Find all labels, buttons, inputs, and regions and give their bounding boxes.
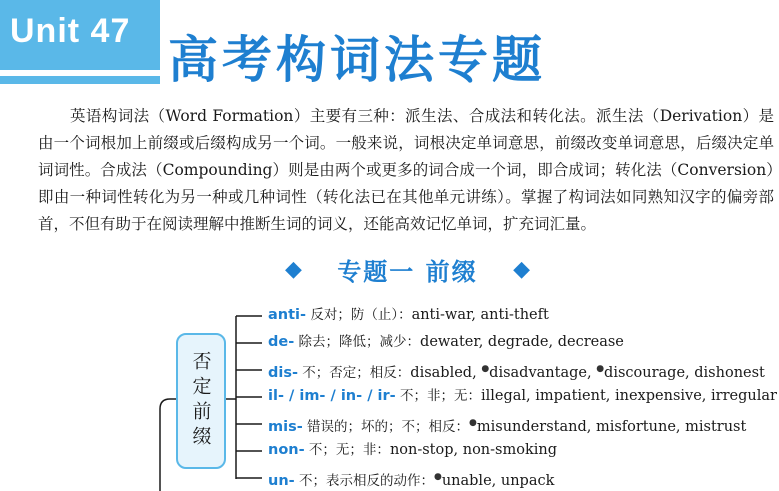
prefix-examples: illegal, impatient, inexpensive, irregular — [480, 388, 777, 404]
prefix-meaning: 除去；降低；减少： — [294, 334, 421, 350]
prefix-examples: non-stop, non-smoking — [389, 442, 558, 458]
prefix-meaning: 不；非；无： — [395, 388, 481, 404]
prefix-term: un- — [268, 472, 295, 489]
prefix-term: non- — [268, 442, 305, 458]
prefix-term: il- / im- / in- / ir- — [268, 388, 396, 404]
prefix-examples: disabled, — [410, 364, 482, 381]
prefix-row — [268, 467, 554, 487]
marker-dot-icon: ● — [481, 364, 490, 374]
prefix-term: dis- — [268, 364, 298, 381]
prefix-examples-tail: dishonest — [694, 364, 765, 381]
prefix-examples: dewater, degrade, decrease — [420, 334, 624, 350]
unit-label: Unit 47 — [10, 12, 131, 50]
intro-paragraph: 英语构词法（Word Formation）主要有三种：派生法、合成法和转化法。派生法（Derivation）是由一个词根加上前缀或后缀构成另一个词。一般来说，词根决定单词意思，前缀改变单词意思，后缀决定单词词性。合成法（Compounding）则是由两个或更多的词合成一个词，即合成词；转化法（Conversion）即由一种词性转化为另一种或几种词性（转化法已在其他单元讲练）。掌握了构词法如同熟知汉字的偏旁部首，不但有助于在阅读理解中推断生词的词义，还能高效记忆单词，扩充词汇量。 — [38, 107, 774, 233]
diamond-right-icon: ◆ — [513, 256, 530, 282]
marker-dot-icon: ● — [433, 472, 442, 482]
category-box — [176, 333, 226, 469]
prefix-row — [268, 413, 746, 433]
tree-trunk-line — [160, 399, 176, 491]
marked-example: unable, — [441, 472, 501, 489]
marker-dot-icon: ● — [469, 418, 477, 428]
category-label: 否定前缀 — [189, 351, 212, 451]
prefix-row — [268, 440, 557, 460]
marked-example: disadvantage, — [489, 364, 597, 381]
prefix-examples-tail: unpack — [500, 472, 555, 489]
marked-example: misunderstand, — [476, 418, 596, 435]
prefix-meaning: 不；无；非： — [304, 442, 390, 458]
prefix-row — [268, 386, 777, 406]
prefix-meaning: 错误的；坏的；不；相反： — [302, 418, 470, 435]
section-title: 专题一 前缀 — [337, 257, 478, 286]
prefix-meaning: 不；表示相反的动作： — [294, 472, 434, 489]
prefix-examples: anti-war, anti-theft — [411, 307, 549, 323]
prefix-examples-tail: misfortune, mistrust — [595, 418, 747, 435]
prefix-row — [268, 359, 765, 379]
page-title: 高考构词法专题 — [168, 31, 546, 89]
marked-example: discourage, — [604, 364, 695, 381]
prefix-term: mis- — [268, 418, 303, 435]
prefix-row — [268, 305, 549, 325]
diamond-left-icon: ◆ — [285, 256, 302, 282]
prefix-term: anti- — [268, 307, 307, 323]
prefix-row — [268, 332, 624, 352]
prefix-meaning: 反对；防（止）： — [306, 307, 412, 323]
prefix-meaning: 不；否定；相反： — [298, 364, 411, 381]
prefix-term: de- — [268, 334, 295, 350]
marker-dot-icon: ● — [596, 364, 605, 374]
